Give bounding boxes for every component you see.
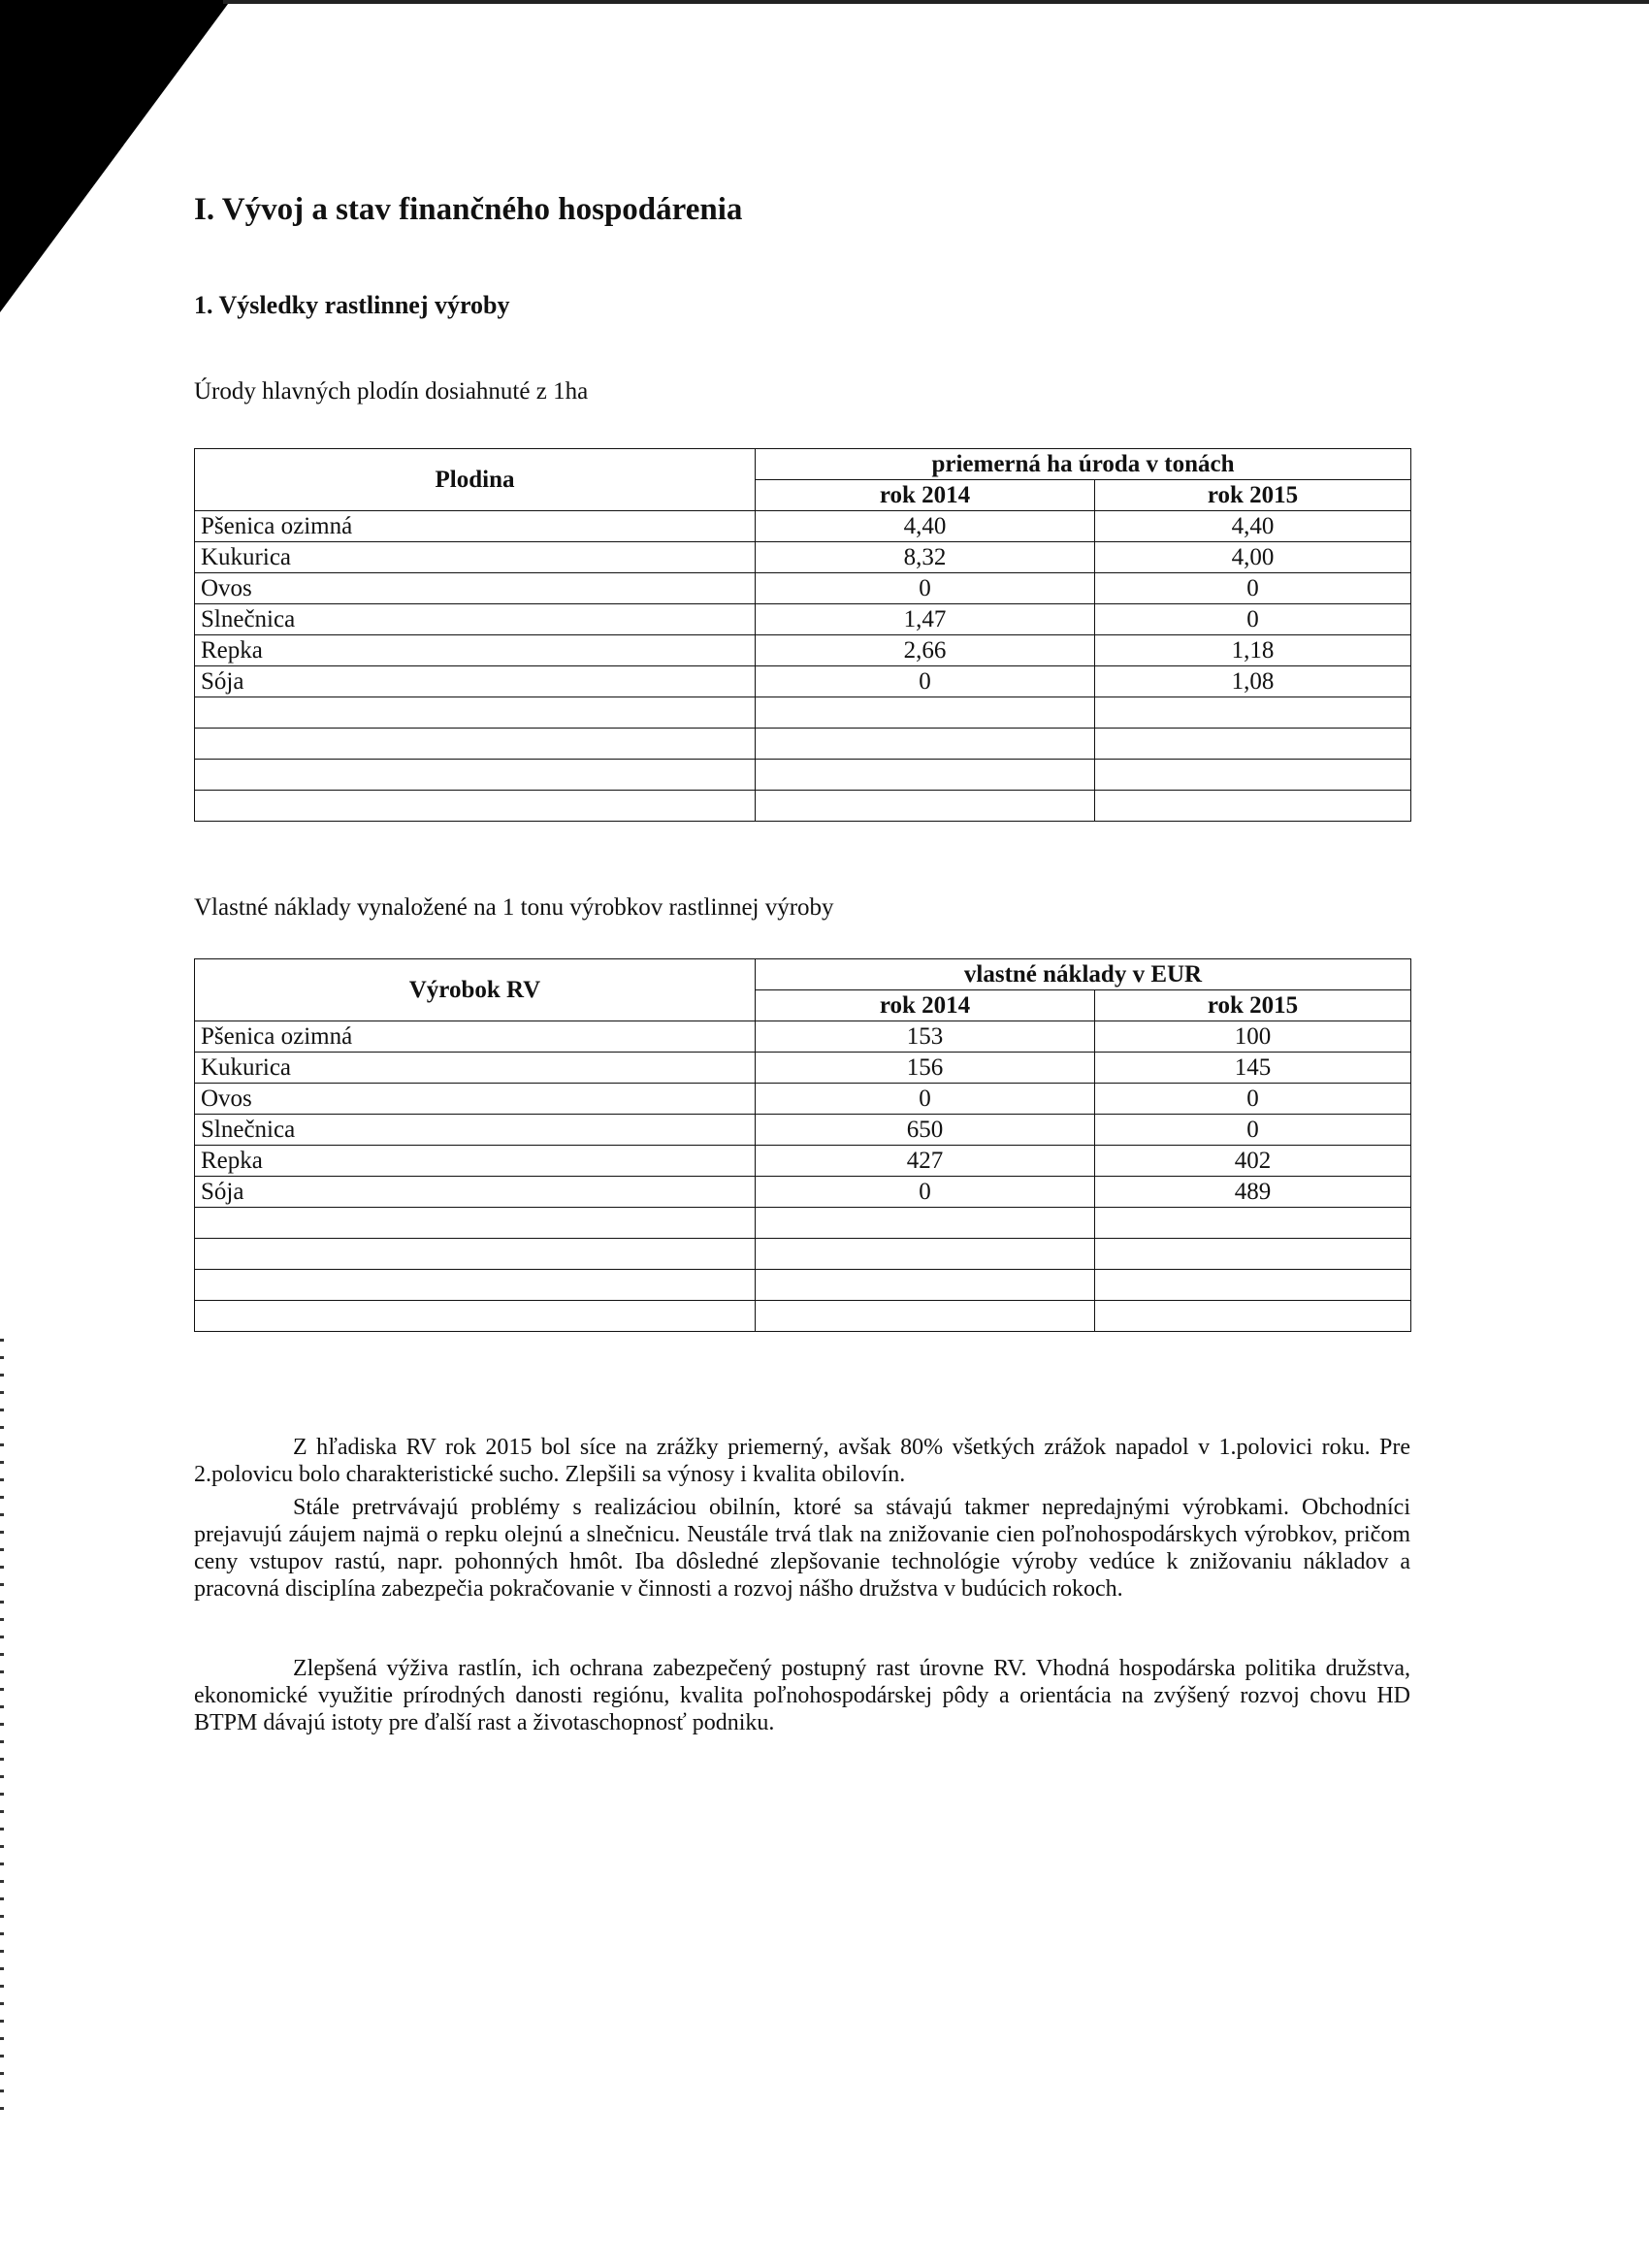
yield-table-col-2014: rok 2014 (756, 480, 1095, 511)
cost-table-caption: Vlastné náklady vynaložené na 1 tonu výrobkov rastlinnej výroby (194, 894, 834, 921)
product-cell: Pšenica ozimná (195, 1021, 756, 1053)
empty-row (195, 1301, 1411, 1332)
value-cell: 1,47 (756, 604, 1095, 635)
table-row (195, 604, 1411, 635)
yield-table-group-header: priemerná ha úroda v tonách (756, 449, 1411, 480)
cost-table-col-2015: rok 2015 (1095, 990, 1411, 1021)
value-cell: 0 (756, 1177, 1095, 1208)
section-heading: I. Vývoj a stav finančného hospodárenia (194, 192, 743, 227)
yield-table-caption: Úrody hlavných plodín dosiahnuté z 1ha (194, 378, 589, 405)
table-row (195, 635, 1411, 666)
product-cell: Ovos (195, 1084, 756, 1115)
empty-row (195, 1208, 1411, 1239)
product-cell: Slnečnica (195, 1115, 756, 1146)
crop-cell: Pšenica ozimná (195, 511, 756, 542)
cost-table-group-header: vlastné náklady v EUR (756, 959, 1411, 990)
scan-shadow-corner (0, 0, 242, 320)
value-cell: 1,08 (1095, 666, 1411, 697)
value-cell: 1,18 (1095, 635, 1411, 666)
value-cell: 0 (756, 573, 1095, 604)
commentary-paragraph-3: Zlepšená výživa rastlín, ich ochrana zabezpečený postupný rast úrovne RV. Vhodná hospodárska politika družstva, ekonomické využitie prírodných danosti regiónu, kvalita poľnohospodárskej pôdy a orientácia na zvýšený rozvoj chovu HD BTPM dávajú istoty pre ďalší rast a životaschopnosť podniku. (194, 1656, 1410, 1735)
crop-cell: Ovos (195, 573, 756, 604)
commentary-paragraph-1: Z hľadiska RV rok 2015 bol síce na zrážky priemerný, avšak 80% všetkých zrážok napadol v 1.polovici roku. Pre 2.polovicu bolo charakteristické sucho. Zlepšili sa výnosy i kvalita obilovín. (194, 1435, 1410, 1487)
value-cell: 8,32 (756, 542, 1095, 573)
value-cell: 0 (1095, 604, 1411, 635)
cost-table-row-header: Výrobok RV (195, 959, 756, 1021)
value-cell: 0 (1095, 1115, 1411, 1146)
subsection-heading: 1. Výsledky rastlinnej výroby (194, 291, 510, 319)
value-cell: 0 (1095, 1084, 1411, 1115)
value-cell: 100 (1095, 1021, 1411, 1053)
empty-row (195, 697, 1411, 729)
product-cell: Sója (195, 1177, 756, 1208)
table-row (195, 1021, 1411, 1053)
table-row (195, 1115, 1411, 1146)
scan-edge-marks (0, 1339, 4, 2115)
empty-row (195, 1239, 1411, 1270)
value-cell: 156 (756, 1053, 1095, 1084)
table-row (195, 511, 1411, 542)
table-row (195, 1146, 1411, 1177)
scan-edge-line (223, 0, 1649, 4)
table-row (195, 1084, 1411, 1115)
table-row (195, 666, 1411, 697)
yield-table-row-header: Plodina (195, 449, 756, 511)
table-row (195, 1177, 1411, 1208)
value-cell: 0 (1095, 573, 1411, 604)
crop-cell: Repka (195, 635, 756, 666)
crop-cell: Kukurica (195, 542, 756, 573)
crop-cell: Slnečnica (195, 604, 756, 635)
value-cell: 4,40 (756, 511, 1095, 542)
table-row (195, 542, 1411, 573)
cost-table (194, 958, 1411, 1332)
table-row (195, 1053, 1411, 1084)
value-cell: 489 (1095, 1177, 1411, 1208)
crop-cell: Sója (195, 666, 756, 697)
yield-table-col-2015: rok 2015 (1095, 480, 1411, 511)
value-cell: 0 (756, 1084, 1095, 1115)
value-cell: 402 (1095, 1146, 1411, 1177)
product-cell: Kukurica (195, 1053, 756, 1084)
value-cell: 4,00 (1095, 542, 1411, 573)
value-cell: 4,40 (1095, 511, 1411, 542)
empty-row (195, 760, 1411, 791)
value-cell: 2,66 (756, 635, 1095, 666)
value-cell: 0 (756, 666, 1095, 697)
table-row (195, 573, 1411, 604)
value-cell: 153 (756, 1021, 1095, 1053)
value-cell: 650 (756, 1115, 1095, 1146)
yield-table (194, 448, 1411, 822)
empty-row (195, 791, 1411, 822)
empty-row (195, 729, 1411, 760)
commentary-paragraph-2: Stále pretrvávajú problémy s realizáciou obilnín, ktoré sa stávajú takmer nepredajnými výrobkami. Obchodníci prejavujú záujem najmä o repku olejnú a slnečnicu. Neustále trvá tlak na znižovanie cien poľnohospodárskych výrobkov, pričom ceny vstupov rastú, napr. pohonných hmôt. Iba dôsledné zlepšovanie technológie výroby vedúce k znižovaniu nákladov a pracovná disciplína zabezpečia pokračovanie v činnosti a rozvoj nášho družstva v budúcich rokoch. (194, 1495, 1410, 1602)
empty-row (195, 1270, 1411, 1301)
value-cell: 145 (1095, 1053, 1411, 1084)
value-cell: 427 (756, 1146, 1095, 1177)
product-cell: Repka (195, 1146, 756, 1177)
cost-table-col-2014: rok 2014 (756, 990, 1095, 1021)
